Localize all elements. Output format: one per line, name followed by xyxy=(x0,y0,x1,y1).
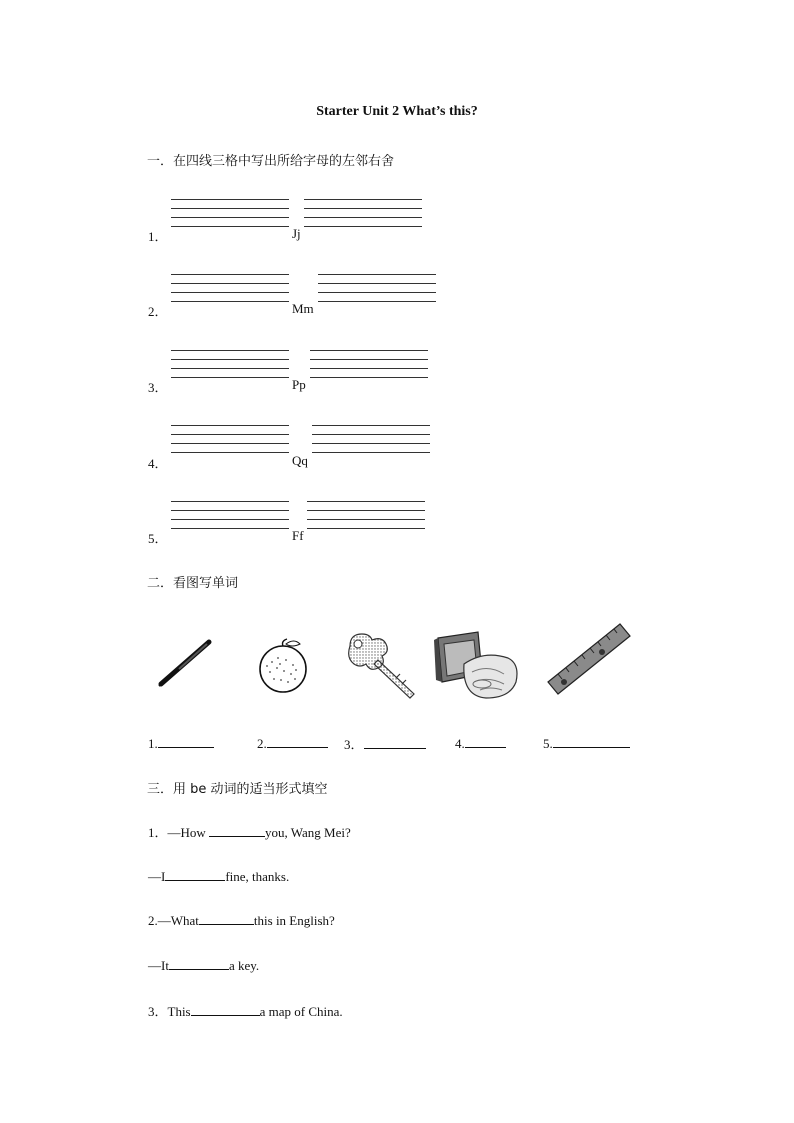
answer-number: 2. xyxy=(257,736,267,751)
picture-answer-5 xyxy=(543,734,630,752)
line-text-before: —I xyxy=(148,869,166,884)
orange-icon xyxy=(252,636,314,694)
answer-blank[interactable] xyxy=(169,956,229,970)
line-text-before: 3．This xyxy=(148,1004,191,1019)
answer-number: 5. xyxy=(543,736,553,751)
given-letter: Pp xyxy=(292,377,306,392)
item-number: 2． xyxy=(148,304,168,319)
given-letter: Mm xyxy=(292,301,314,316)
left-writing-lines[interactable] xyxy=(171,274,289,306)
right-writing-lines[interactable] xyxy=(310,350,428,382)
picture-answer-2 xyxy=(257,734,328,752)
given-letter: Jj xyxy=(292,226,301,241)
left-writing-lines[interactable] xyxy=(171,199,289,231)
item-number: 5． xyxy=(148,531,168,546)
left-writing-lines[interactable] xyxy=(171,501,289,533)
answer-number: 1. xyxy=(148,736,158,751)
line-text-after: this in English? xyxy=(253,913,335,928)
key-icon xyxy=(344,630,418,700)
given-letter: Qq xyxy=(292,453,308,468)
left-writing-lines[interactable] xyxy=(171,425,289,457)
fill-in-line xyxy=(148,956,259,974)
fill-in-line xyxy=(148,822,351,841)
section-2-heading: 二．看图写单词 xyxy=(147,576,239,591)
answer-blank[interactable] xyxy=(165,867,225,881)
fill-in-line xyxy=(148,911,335,929)
right-writing-lines[interactable] xyxy=(307,501,425,533)
left-writing-lines[interactable] xyxy=(171,350,289,382)
picture-answer-3 xyxy=(344,734,426,753)
given-letter: Ff xyxy=(292,528,304,543)
answer-blank[interactable] xyxy=(553,734,630,748)
answer-blank[interactable] xyxy=(364,735,426,749)
line-text-after: you, Wang Mei? xyxy=(265,825,351,840)
answer-blank[interactable] xyxy=(267,734,328,748)
fill-in-line xyxy=(148,867,289,885)
answer-blank[interactable] xyxy=(158,734,214,748)
pen-icon xyxy=(155,636,215,690)
line-text-before: 2.—What xyxy=(148,913,199,928)
item-number: 1． xyxy=(148,229,168,244)
answer-number: 4. xyxy=(455,736,465,751)
line-text-before: —It xyxy=(148,958,169,973)
answer-blank[interactable] xyxy=(209,823,265,837)
page-title: Starter Unit 2 What’s this? xyxy=(316,104,478,119)
picture-answer-1 xyxy=(148,734,214,752)
section-3-heading: 三．用 be 动词的适当形式填空 xyxy=(147,782,328,797)
ruler-icon xyxy=(546,622,632,696)
line-text-after: a key. xyxy=(228,958,260,973)
quilt-icon xyxy=(434,628,520,700)
line-text-after: a map of China. xyxy=(259,1004,343,1019)
picture-answer-4 xyxy=(455,734,506,752)
answer-number: 3． xyxy=(344,737,364,752)
fill-in-line xyxy=(148,1001,343,1020)
line-text-before: 1．—How xyxy=(148,825,210,840)
item-number: 4． xyxy=(148,456,168,471)
item-number: 3． xyxy=(148,380,168,395)
right-writing-lines[interactable] xyxy=(312,425,430,457)
answer-blank[interactable] xyxy=(199,911,254,925)
right-writing-lines[interactable] xyxy=(304,199,422,231)
section-1-heading: 一．在四线三格中写出所给字母的左邻右舍 xyxy=(147,154,395,169)
answer-blank[interactable] xyxy=(465,734,506,748)
line-text-after: fine, thanks. xyxy=(225,869,290,884)
right-writing-lines[interactable] xyxy=(318,274,436,306)
answer-blank[interactable] xyxy=(191,1002,260,1016)
